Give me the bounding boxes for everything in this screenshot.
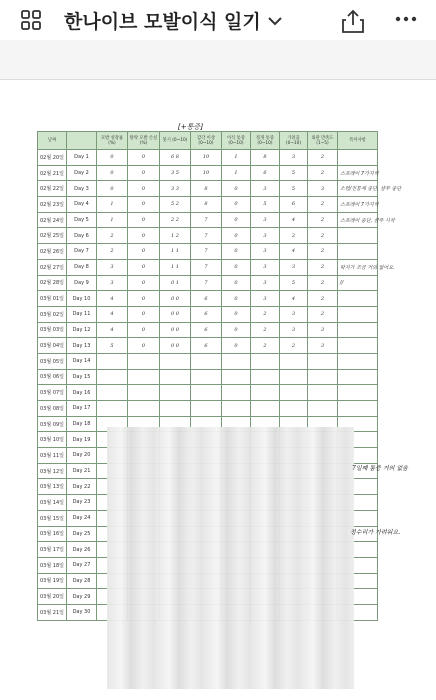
day-cell: Day 14 (67, 353, 97, 369)
day-cell: Day 13 (67, 338, 97, 354)
day-cell: Day 3 (67, 181, 97, 197)
table-row (38, 181, 378, 197)
value-cell: 2 (97, 244, 128, 260)
date-cell: 03월 17일 (38, 542, 67, 558)
value-cell: 0 (222, 197, 251, 213)
value-cell: 6 (251, 165, 280, 181)
table-row (38, 385, 378, 401)
value-cell (191, 401, 222, 417)
note-cell: 딱지가 조금 거의 없어요. (338, 259, 378, 275)
date-cell: 03월 18일 (38, 557, 67, 573)
day-cell: Day 9 (67, 275, 97, 291)
value-cell: 1 1 (160, 259, 191, 275)
value-cell: 1 1 (160, 244, 191, 260)
value-cell: 3 (308, 322, 338, 338)
value-cell: 10 (191, 150, 222, 166)
value-cell: 1 (222, 150, 251, 166)
date-cell: 02월 25일 (38, 228, 67, 244)
value-cell (251, 385, 280, 401)
date-cell: 03월 02일 (38, 306, 67, 322)
note-cell (338, 369, 378, 385)
day-cell: Day 19 (67, 432, 97, 448)
table-row (38, 197, 378, 213)
value-cell: 0 (222, 244, 251, 260)
value-cell (222, 401, 251, 417)
value-cell: 2 (280, 338, 308, 354)
value-cell: 7 (191, 275, 222, 291)
value-cell (280, 369, 308, 385)
value-cell: 6 (191, 322, 222, 338)
value-cell: 0 (222, 212, 251, 228)
value-cell: 3 3 (160, 181, 191, 197)
day-cell: Day 7 (67, 244, 97, 260)
value-cell (222, 369, 251, 385)
note-cell (338, 338, 378, 354)
value-cell (251, 369, 280, 385)
value-cell: 0 (128, 244, 160, 260)
value-cell: 3 5 (160, 165, 191, 181)
table-row (38, 259, 378, 275)
day-cell: Day 23 (67, 495, 97, 511)
value-cell (251, 401, 280, 417)
value-cell: 2 (97, 228, 128, 244)
value-cell: 5 (280, 165, 308, 181)
note-cell (338, 322, 378, 338)
table-row (38, 244, 378, 260)
value-cell (97, 353, 128, 369)
value-cell (97, 401, 128, 417)
value-cell: 3 (251, 275, 280, 291)
note-cell: // (338, 275, 378, 291)
table-row (38, 291, 378, 307)
blurred-region (107, 427, 354, 689)
value-cell (308, 385, 338, 401)
value-cell: 0 (128, 197, 160, 213)
date-cell: 03월 21일 (38, 604, 67, 620)
date-cell: 03월 13일 (38, 479, 67, 495)
note-cell (338, 401, 378, 417)
value-cell: 0 0 (160, 306, 191, 322)
column-header: 붓기 (0~10) (160, 132, 191, 150)
value-cell: 2 (308, 291, 338, 307)
day-cell: Day 17 (67, 401, 97, 417)
day-cell: Day 21 (67, 463, 97, 479)
value-cell: 4 (280, 291, 308, 307)
value-cell: 5 (280, 181, 308, 197)
value-cell (128, 369, 160, 385)
value-cell: 7 (191, 259, 222, 275)
note-cell: 소염/진통제 중단, 샴푸 중단 (338, 181, 378, 197)
value-cell: 1 2 (160, 228, 191, 244)
value-cell: 5 (251, 197, 280, 213)
value-cell: 0 (128, 165, 160, 181)
table-row (38, 338, 378, 354)
day-cell: Day 25 (67, 526, 97, 542)
value-cell: 0 0 (160, 291, 191, 307)
value-cell: 3 (280, 306, 308, 322)
value-cell: 2 (308, 165, 338, 181)
value-cell (160, 385, 191, 401)
value-cell: 0 (222, 275, 251, 291)
value-cell: 0 0 (160, 338, 191, 354)
value-cell: 0 0 (160, 322, 191, 338)
document-title[interactable] (64, 7, 283, 34)
table-row (38, 150, 378, 166)
note-cell (338, 291, 378, 307)
value-cell: 0 (128, 228, 160, 244)
value-cell: 2 (308, 244, 338, 260)
value-cell: 7 (191, 212, 222, 228)
value-cell: 2 (251, 306, 280, 322)
value-cell: 0 (222, 291, 251, 307)
value-cell: 6 (191, 338, 222, 354)
value-cell: 2 (251, 322, 280, 338)
value-cell: 3 (251, 291, 280, 307)
value-cell (160, 353, 191, 369)
value-cell: 3 (280, 322, 308, 338)
value-cell: 5 (97, 338, 128, 354)
value-cell: 1 (97, 212, 128, 228)
value-cell: 5 (280, 275, 308, 291)
app-header (0, 0, 436, 40)
value-cell: 0 (222, 228, 251, 244)
value-cell: 6 (191, 306, 222, 322)
value-cell (308, 369, 338, 385)
column-header: 이식 통증 (0~10) (222, 132, 251, 150)
date-cell: 03월 04일 (38, 338, 67, 354)
value-cell (128, 353, 160, 369)
day-cell: Day 29 (67, 589, 97, 605)
table-header-row (38, 132, 378, 150)
day-cell: Day 20 (67, 448, 97, 464)
value-cell: 1 (97, 197, 128, 213)
day-cell: Day 1 (67, 150, 97, 166)
day-cell: Day 24 (67, 510, 97, 526)
value-cell: 7 (191, 228, 222, 244)
day-cell: Day 11 (67, 306, 97, 322)
value-cell: 0 (128, 338, 160, 354)
value-cell: 0 (128, 259, 160, 275)
value-cell: 10 (191, 165, 222, 181)
value-cell: 0 (128, 291, 160, 307)
date-cell: 02월 23일 (38, 197, 67, 213)
date-cell: 03월 09일 (38, 416, 67, 432)
column-header: 외관 만족도 (1~5) (308, 132, 338, 150)
table-row (38, 353, 378, 369)
day-cell: Day 26 (67, 542, 97, 558)
table-row (38, 306, 378, 322)
day-cell: Day 8 (67, 259, 97, 275)
value-cell: 0 (97, 150, 128, 166)
date-cell: 02월 24일 (38, 212, 67, 228)
table-row (38, 228, 378, 244)
value-cell (191, 369, 222, 385)
table-row (38, 275, 378, 291)
value-cell: 2 (308, 228, 338, 244)
value-cell: 2 (251, 338, 280, 354)
value-cell: 3 (251, 228, 280, 244)
date-cell: 03월 19일 (38, 573, 67, 589)
date-cell: 02월 22일 (38, 181, 67, 197)
day-cell: Day 10 (67, 291, 97, 307)
date-cell: 03월 15일 (38, 510, 67, 526)
day-cell: Day 12 (67, 322, 97, 338)
value-cell (97, 385, 128, 401)
date-cell: 03월 16일 (38, 526, 67, 542)
value-cell: 0 (222, 259, 251, 275)
value-cell (280, 385, 308, 401)
day-cell: Day 28 (67, 573, 97, 589)
table-row (38, 212, 378, 228)
note-cell (338, 228, 378, 244)
date-cell: 02월 28일 (38, 275, 67, 291)
value-cell: 3 (251, 212, 280, 228)
handwritten-note-top: [+통증] (178, 123, 203, 131)
value-cell (280, 353, 308, 369)
date-cell: 03월 11일 (38, 448, 67, 464)
note-cell: 스프레이 7가지씩 (338, 197, 378, 213)
day-cell: Day 2 (67, 165, 97, 181)
value-cell: 2 (308, 275, 338, 291)
value-cell: 0 (222, 322, 251, 338)
chevron-down-icon[interactable] (267, 15, 283, 27)
value-cell: 3 (308, 181, 338, 197)
column-header: 절개 통증 (0~10) (251, 132, 280, 150)
date-cell: 03월 01일 (38, 291, 67, 307)
value-cell (160, 401, 191, 417)
value-cell: 2 (308, 150, 338, 166)
value-cell: 4 (280, 212, 308, 228)
value-cell: 0 (128, 150, 160, 166)
note-cell (338, 306, 378, 322)
value-cell (97, 369, 128, 385)
date-cell: 03월 12일 (38, 463, 67, 479)
value-cell: 0 (128, 306, 160, 322)
value-cell: 6 (191, 291, 222, 307)
date-cell: 03월 07일 (38, 385, 67, 401)
value-cell (128, 385, 160, 401)
value-cell (191, 385, 222, 401)
value-cell: 0 (222, 306, 251, 322)
value-cell: 8 (191, 181, 222, 197)
value-cell (222, 385, 251, 401)
value-cell: 6 8 (160, 150, 191, 166)
handwritten-note-side: 정수리가 가려워요. (350, 529, 401, 536)
value-cell (128, 401, 160, 417)
note-cell: 스프레이 7가지씩 (338, 165, 378, 181)
date-cell: 03월 20일 (38, 589, 67, 605)
date-cell: 03월 06일 (38, 369, 67, 385)
day-cell: Day 27 (67, 557, 97, 573)
value-cell (160, 369, 191, 385)
value-cell: 2 2 (160, 212, 191, 228)
table-row (38, 401, 378, 417)
value-cell: 6 (280, 197, 308, 213)
column-header (67, 132, 97, 150)
value-cell: 4 (97, 291, 128, 307)
value-cell: 4 (97, 306, 128, 322)
day-cell: Day 4 (67, 197, 97, 213)
day-cell: Day 18 (67, 416, 97, 432)
value-cell: 8 (191, 197, 222, 213)
date-cell: 02월 20일 (38, 150, 67, 166)
column-header: 가려움 (0~10) (280, 132, 308, 150)
value-cell (308, 353, 338, 369)
value-cell: 0 (222, 338, 251, 354)
column-header: 모발 성장률 (%) (97, 132, 128, 150)
toolbar-area (0, 40, 436, 80)
value-cell: 0 (128, 322, 160, 338)
value-cell: 0 (128, 181, 160, 197)
note-cell (338, 385, 378, 401)
value-cell: 8 (251, 150, 280, 166)
date-cell: 02월 21일 (38, 165, 67, 181)
value-cell: 1 (222, 165, 251, 181)
day-cell: Day 30 (67, 604, 97, 620)
date-cell: 03월 03일 (38, 322, 67, 338)
date-cell: 03월 08일 (38, 401, 67, 417)
value-cell: 0 (128, 212, 160, 228)
value-cell: 0 1 (160, 275, 191, 291)
note-cell (338, 353, 378, 369)
value-cell: 3 (251, 259, 280, 275)
value-cell: 4 (280, 244, 308, 260)
day-cell: Day 15 (67, 369, 97, 385)
value-cell: 3 (251, 244, 280, 260)
value-cell: 3 (280, 150, 308, 166)
date-cell: 02월 26일 (38, 244, 67, 260)
value-cell: 0 (222, 181, 251, 197)
date-cell: 03월 05일 (38, 353, 67, 369)
value-cell (280, 401, 308, 417)
date-cell: 03월 10일 (38, 432, 67, 448)
date-cell: 03월 14일 (38, 495, 67, 511)
column-header: 감각 이상 (0~10) (191, 132, 222, 150)
value-cell: 7 (191, 244, 222, 260)
handwritten-note-side: 7일째 통증 거의 없음 (352, 465, 408, 472)
value-cell (222, 353, 251, 369)
table-row (38, 322, 378, 338)
value-cell: 3 (97, 275, 128, 291)
column-header: 탈락 모발 손실 (%) (128, 132, 160, 150)
value-cell: 0 (97, 181, 128, 197)
column-header: 날짜 (38, 132, 67, 150)
value-cell: 2 (280, 228, 308, 244)
column-header: 특이사항 (338, 132, 378, 150)
value-cell (308, 401, 338, 417)
note-cell (338, 150, 378, 166)
value-cell: 4 (97, 322, 128, 338)
document-page (0, 80, 436, 700)
note-cell (338, 244, 378, 260)
table-row (38, 165, 378, 181)
date-cell: 02월 27일 (38, 259, 67, 275)
value-cell: 3 (280, 259, 308, 275)
value-cell: 2 (308, 197, 338, 213)
value-cell (191, 353, 222, 369)
value-cell: 2 (308, 259, 338, 275)
value-cell: 0 (97, 165, 128, 181)
value-cell: 2 (308, 212, 338, 228)
value-cell: 2 (308, 306, 338, 322)
table-row (38, 369, 378, 385)
document-title-text: 한나이브 모발이식 일기 (64, 11, 261, 33)
value-cell: 0 (128, 275, 160, 291)
more-icon[interactable] (394, 14, 418, 24)
value-cell: 3 (251, 181, 280, 197)
value-cell: 3 (308, 338, 338, 354)
day-cell: Day 16 (67, 385, 97, 401)
day-cell: Day 5 (67, 212, 97, 228)
value-cell: 3 (97, 259, 128, 275)
value-cell (251, 353, 280, 369)
day-cell: Day 22 (67, 479, 97, 495)
note-cell: 스프레이 중단, 샴푸 시작 (338, 212, 378, 228)
value-cell: 5 2 (160, 197, 191, 213)
grid-icon[interactable] (21, 10, 41, 30)
share-icon[interactable] (340, 8, 366, 34)
day-cell: Day 6 (67, 228, 97, 244)
